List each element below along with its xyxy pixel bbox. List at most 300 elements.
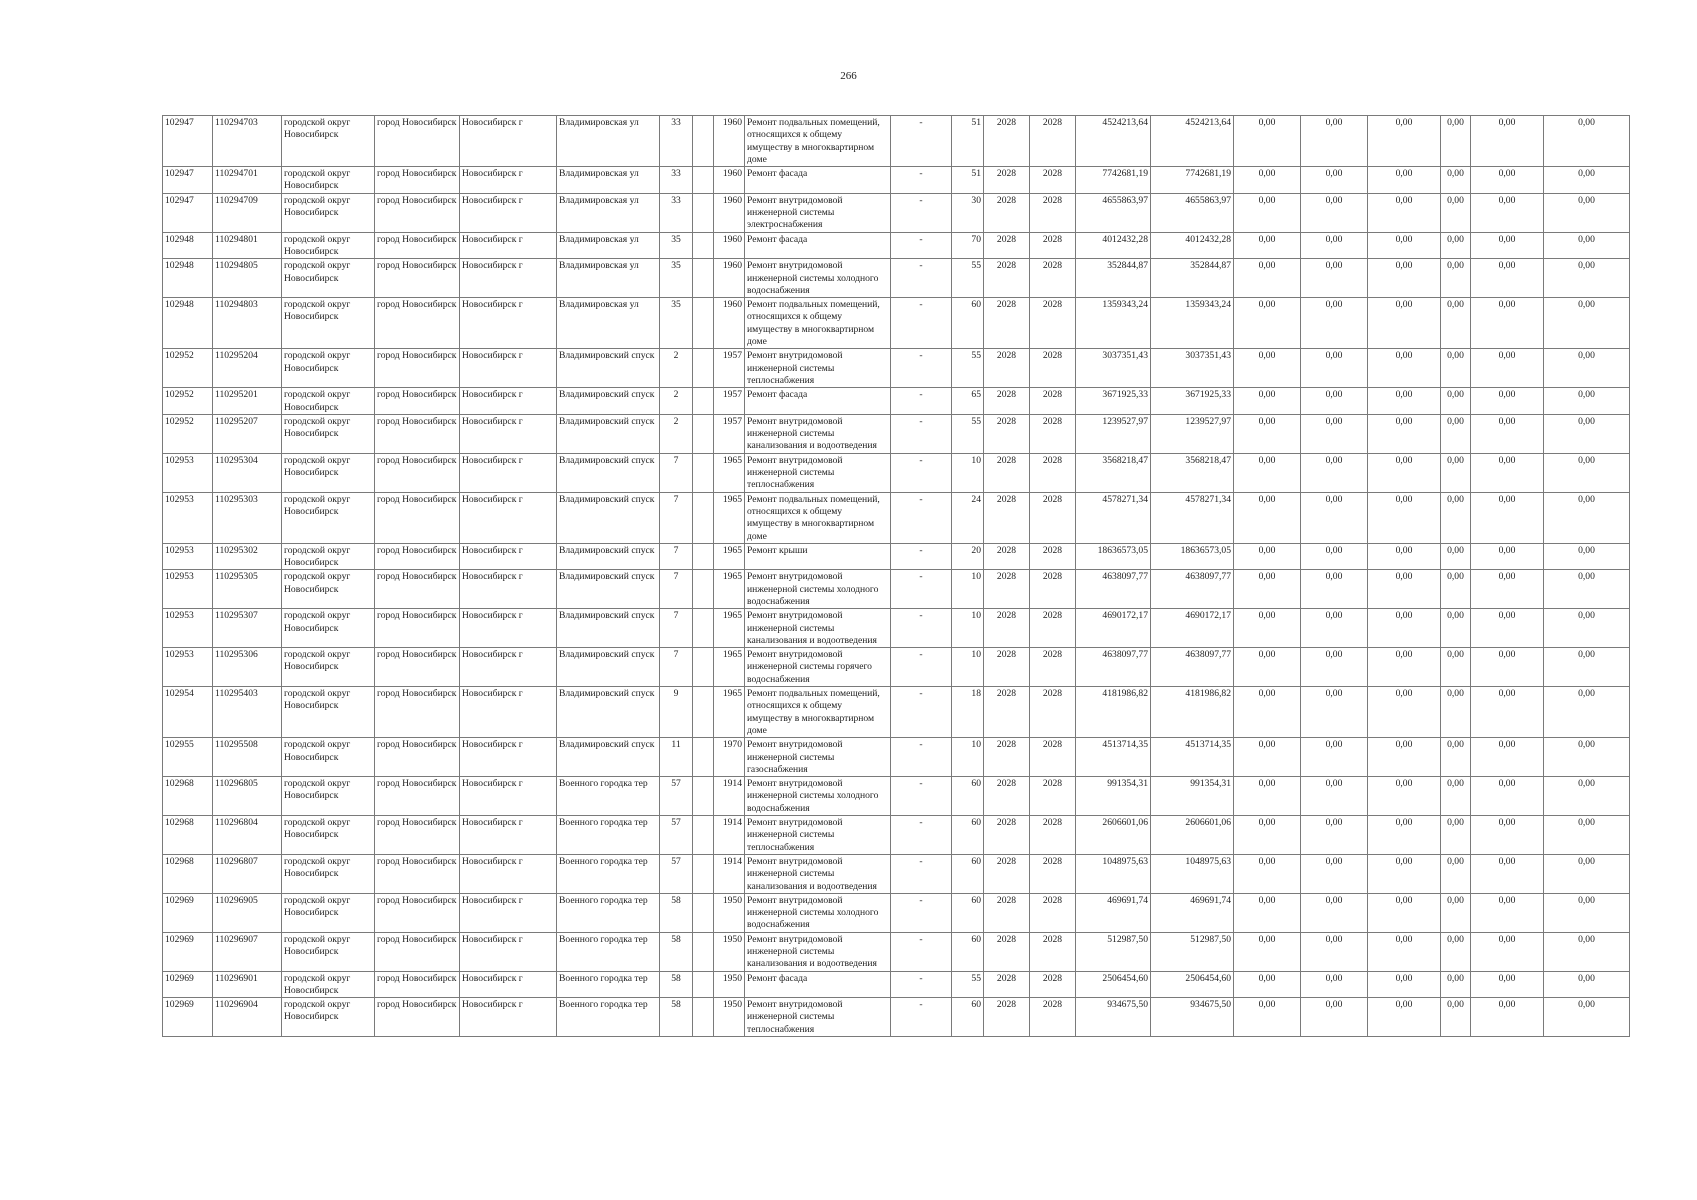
row-percent: 60 <box>952 998 984 1037</box>
row-work-type: Ремонт подвальных помещений, относящихся к общему имуществу в многоквартирном доме <box>745 298 891 349</box>
table-row <box>163 116 1630 167</box>
row-value-4: 0,00 <box>1441 388 1471 415</box>
table-row <box>163 932 1630 971</box>
row-value-5: 0,00 <box>1471 932 1544 971</box>
row-value-3: 0,00 <box>1368 687 1441 738</box>
row-value-3: 0,00 <box>1368 193 1441 232</box>
row-house: 35 <box>660 298 693 349</box>
row-percent: 60 <box>952 777 984 816</box>
row-work-type: Ремонт подвальных помещений, относящихся к общему имуществу в многоквартирном доме <box>745 116 891 167</box>
row-cost: 3568218,47 <box>1076 453 1151 492</box>
row-id: 102947 <box>163 167 213 194</box>
row-year: 1960 <box>714 193 745 232</box>
row-year: 1965 <box>714 570 745 609</box>
row-value-1: 0,00 <box>1234 492 1301 543</box>
table-row <box>163 687 1630 738</box>
row-settlement: город Новосибирск <box>375 167 460 194</box>
row-city: Новосибирск г <box>460 738 557 777</box>
row-house: 58 <box>660 893 693 932</box>
row-value-5: 0,00 <box>1471 777 1544 816</box>
row-percent: 60 <box>952 816 984 855</box>
row-year: 1950 <box>714 893 745 932</box>
row-city: Новосибирск г <box>460 116 557 167</box>
row-value-2: 0,00 <box>1301 971 1368 998</box>
row-value-5: 0,00 <box>1471 167 1544 194</box>
row-value-2: 0,00 <box>1301 259 1368 298</box>
row-value-3: 0,00 <box>1368 854 1441 893</box>
row-id: 102953 <box>163 648 213 687</box>
row-total: 4578271,34 <box>1151 492 1234 543</box>
row-value-5: 0,00 <box>1471 738 1544 777</box>
row-total: 4513714,35 <box>1151 738 1234 777</box>
row-year-to: 2028 <box>1030 116 1076 167</box>
row-value-4: 0,00 <box>1441 854 1471 893</box>
row-city: Новосибирск г <box>460 609 557 648</box>
row-flag: - <box>891 998 952 1037</box>
row-value-4: 0,00 <box>1441 349 1471 388</box>
row-percent: 10 <box>952 648 984 687</box>
row-value-3: 0,00 <box>1368 777 1441 816</box>
row-house: 58 <box>660 998 693 1037</box>
row-house: 58 <box>660 932 693 971</box>
table-row <box>163 414 1630 453</box>
row-cost: 4655863,97 <box>1076 193 1151 232</box>
row-building <box>693 388 714 415</box>
row-house: 35 <box>660 259 693 298</box>
row-city: Новосибирск г <box>460 648 557 687</box>
table-row <box>163 971 1630 998</box>
row-year-to: 2028 <box>1030 414 1076 453</box>
table-row <box>163 609 1630 648</box>
row-total: 4638097,77 <box>1151 570 1234 609</box>
row-district: городской округ Новосибирск <box>282 116 375 167</box>
row-value-5: 0,00 <box>1471 298 1544 349</box>
row-year-from: 2028 <box>984 893 1030 932</box>
row-value-1: 0,00 <box>1234 259 1301 298</box>
row-settlement: город Новосибирск <box>375 193 460 232</box>
row-value-5: 0,00 <box>1471 349 1544 388</box>
row-code: 110296907 <box>213 932 282 971</box>
table-row <box>163 298 1630 349</box>
row-year-from: 2028 <box>984 492 1030 543</box>
row-year: 1957 <box>714 349 745 388</box>
row-value-6: 0,00 <box>1544 116 1630 167</box>
row-value-5: 0,00 <box>1471 998 1544 1037</box>
row-year-to: 2028 <box>1030 298 1076 349</box>
row-value-6: 0,00 <box>1544 648 1630 687</box>
row-year-to: 2028 <box>1030 854 1076 893</box>
row-cost: 4638097,77 <box>1076 648 1151 687</box>
row-value-5: 0,00 <box>1471 648 1544 687</box>
row-flag: - <box>891 738 952 777</box>
row-district: городской округ Новосибирск <box>282 543 375 570</box>
table-row <box>163 777 1630 816</box>
row-flag: - <box>891 854 952 893</box>
row-value-1: 0,00 <box>1234 349 1301 388</box>
row-total: 18636573,05 <box>1151 543 1234 570</box>
row-settlement: город Новосибирск <box>375 893 460 932</box>
row-building <box>693 777 714 816</box>
row-district: городской округ Новосибирск <box>282 492 375 543</box>
row-year-from: 2028 <box>984 570 1030 609</box>
row-value-3: 0,00 <box>1368 259 1441 298</box>
row-year: 1957 <box>714 388 745 415</box>
row-value-3: 0,00 <box>1368 971 1441 998</box>
row-value-6: 0,00 <box>1544 777 1630 816</box>
row-settlement: город Новосибирск <box>375 116 460 167</box>
row-district: городской округ Новосибирск <box>282 414 375 453</box>
row-value-4: 0,00 <box>1441 492 1471 543</box>
row-house: 2 <box>660 414 693 453</box>
row-year: 1965 <box>714 687 745 738</box>
row-street: Владимировский спуск <box>557 687 660 738</box>
row-year: 1960 <box>714 167 745 194</box>
row-value-5: 0,00 <box>1471 609 1544 648</box>
row-flag: - <box>891 971 952 998</box>
row-value-4: 0,00 <box>1441 167 1471 194</box>
row-value-5: 0,00 <box>1471 543 1544 570</box>
row-flag: - <box>891 116 952 167</box>
row-value-4: 0,00 <box>1441 648 1471 687</box>
row-year: 1960 <box>714 232 745 259</box>
row-value-1: 0,00 <box>1234 116 1301 167</box>
row-value-3: 0,00 <box>1368 609 1441 648</box>
row-code: 110295307 <box>213 609 282 648</box>
row-work-type: Ремонт внутридомовой инженерной системы теплоснабжения <box>745 349 891 388</box>
row-percent: 60 <box>952 932 984 971</box>
row-value-4: 0,00 <box>1441 193 1471 232</box>
row-district: городской округ Новосибирск <box>282 893 375 932</box>
row-value-4: 0,00 <box>1441 453 1471 492</box>
row-total: 1239527,97 <box>1151 414 1234 453</box>
row-building <box>693 932 714 971</box>
row-value-4: 0,00 <box>1441 971 1471 998</box>
row-district: городской округ Новосибирск <box>282 167 375 194</box>
row-percent: 24 <box>952 492 984 543</box>
row-year-to: 2028 <box>1030 259 1076 298</box>
row-year-from: 2028 <box>984 232 1030 259</box>
row-street: Владимировский спуск <box>557 609 660 648</box>
row-value-1: 0,00 <box>1234 414 1301 453</box>
table-row <box>163 492 1630 543</box>
row-year-from: 2028 <box>984 932 1030 971</box>
row-building <box>693 453 714 492</box>
row-id: 102952 <box>163 349 213 388</box>
row-house: 57 <box>660 816 693 855</box>
row-year-from: 2028 <box>984 609 1030 648</box>
row-value-1: 0,00 <box>1234 167 1301 194</box>
row-percent: 60 <box>952 298 984 349</box>
row-house: 7 <box>660 648 693 687</box>
row-value-1: 0,00 <box>1234 648 1301 687</box>
row-total: 2606601,06 <box>1151 816 1234 855</box>
row-value-1: 0,00 <box>1234 893 1301 932</box>
row-city: Новосибирск г <box>460 570 557 609</box>
row-code: 110295306 <box>213 648 282 687</box>
row-cost: 469691,74 <box>1076 893 1151 932</box>
row-total: 2506454,60 <box>1151 971 1234 998</box>
row-code: 110296901 <box>213 971 282 998</box>
row-year-to: 2028 <box>1030 609 1076 648</box>
row-value-3: 0,00 <box>1368 570 1441 609</box>
row-flag: - <box>891 298 952 349</box>
row-year-to: 2028 <box>1030 193 1076 232</box>
row-id: 102953 <box>163 453 213 492</box>
row-value-2: 0,00 <box>1301 543 1368 570</box>
table-row <box>163 232 1630 259</box>
row-value-3: 0,00 <box>1368 232 1441 259</box>
row-value-3: 0,00 <box>1368 998 1441 1037</box>
row-street: Владимировский спуск <box>557 414 660 453</box>
row-year: 1914 <box>714 854 745 893</box>
row-year-from: 2028 <box>984 971 1030 998</box>
row-cost: 7742681,19 <box>1076 167 1151 194</box>
row-value-4: 0,00 <box>1441 116 1471 167</box>
row-house: 7 <box>660 492 693 543</box>
row-city: Новосибирск г <box>460 388 557 415</box>
row-id: 102947 <box>163 116 213 167</box>
row-district: городской округ Новосибирск <box>282 298 375 349</box>
row-cost: 4638097,77 <box>1076 570 1151 609</box>
row-building <box>693 648 714 687</box>
row-year-to: 2028 <box>1030 816 1076 855</box>
row-district: городской округ Новосибирск <box>282 854 375 893</box>
row-year-to: 2028 <box>1030 453 1076 492</box>
row-house: 33 <box>660 116 693 167</box>
row-value-3: 0,00 <box>1368 453 1441 492</box>
row-value-2: 0,00 <box>1301 492 1368 543</box>
row-value-3: 0,00 <box>1368 298 1441 349</box>
row-year: 1965 <box>714 648 745 687</box>
row-street: Военного городка тер <box>557 893 660 932</box>
row-street: Владимировский спуск <box>557 648 660 687</box>
row-street: Владимировская ул <box>557 193 660 232</box>
row-value-4: 0,00 <box>1441 232 1471 259</box>
row-value-2: 0,00 <box>1301 414 1368 453</box>
row-flag: - <box>891 232 952 259</box>
row-street: Военного городка тер <box>557 998 660 1037</box>
row-value-2: 0,00 <box>1301 687 1368 738</box>
row-value-2: 0,00 <box>1301 349 1368 388</box>
row-house: 33 <box>660 167 693 194</box>
table-row <box>163 167 1630 194</box>
row-settlement: город Новосибирск <box>375 609 460 648</box>
row-flag: - <box>891 816 952 855</box>
row-work-type: Ремонт фасада <box>745 388 891 415</box>
row-flag: - <box>891 893 952 932</box>
row-code: 110294709 <box>213 193 282 232</box>
row-street: Владимировская ул <box>557 116 660 167</box>
row-cost: 1239527,97 <box>1076 414 1151 453</box>
row-total: 1048975,63 <box>1151 854 1234 893</box>
row-city: Новосибирск г <box>460 414 557 453</box>
row-year-to: 2028 <box>1030 932 1076 971</box>
table-row <box>163 998 1630 1037</box>
row-district: городской округ Новосибирск <box>282 971 375 998</box>
table-row <box>163 738 1630 777</box>
row-settlement: город Новосибирск <box>375 492 460 543</box>
row-value-1: 0,00 <box>1234 388 1301 415</box>
row-street: Военного городка тер <box>557 816 660 855</box>
row-street: Владимировская ул <box>557 167 660 194</box>
row-settlement: город Новосибирск <box>375 298 460 349</box>
row-value-5: 0,00 <box>1471 453 1544 492</box>
row-flag: - <box>891 777 952 816</box>
row-value-1: 0,00 <box>1234 854 1301 893</box>
row-year: 1950 <box>714 998 745 1037</box>
row-percent: 55 <box>952 414 984 453</box>
row-code: 110294801 <box>213 232 282 259</box>
row-total: 934675,50 <box>1151 998 1234 1037</box>
row-value-2: 0,00 <box>1301 854 1368 893</box>
row-percent: 18 <box>952 687 984 738</box>
row-value-3: 0,00 <box>1368 738 1441 777</box>
row-value-2: 0,00 <box>1301 648 1368 687</box>
row-year-from: 2028 <box>984 816 1030 855</box>
row-year-from: 2028 <box>984 259 1030 298</box>
row-value-3: 0,00 <box>1368 414 1441 453</box>
row-code: 110295303 <box>213 492 282 543</box>
row-building <box>693 414 714 453</box>
row-value-2: 0,00 <box>1301 816 1368 855</box>
row-code: 110294703 <box>213 116 282 167</box>
row-value-4: 0,00 <box>1441 609 1471 648</box>
row-street: Владимировский спуск <box>557 543 660 570</box>
row-district: городской округ Новосибирск <box>282 349 375 388</box>
row-year-from: 2028 <box>984 349 1030 388</box>
row-work-type: Ремонт крыши <box>745 543 891 570</box>
row-value-2: 0,00 <box>1301 570 1368 609</box>
row-id: 102969 <box>163 932 213 971</box>
row-year-to: 2028 <box>1030 349 1076 388</box>
row-id: 102948 <box>163 259 213 298</box>
row-percent: 10 <box>952 738 984 777</box>
row-building <box>693 349 714 388</box>
row-work-type: Ремонт внутридомовой инженерной системы канализования и водоотведения <box>745 609 891 648</box>
row-id: 102969 <box>163 893 213 932</box>
row-street: Владимировский спуск <box>557 738 660 777</box>
row-cost: 4513714,35 <box>1076 738 1151 777</box>
row-work-type: Ремонт фасада <box>745 232 891 259</box>
row-year-from: 2028 <box>984 998 1030 1037</box>
row-value-5: 0,00 <box>1471 854 1544 893</box>
row-percent: 10 <box>952 453 984 492</box>
table-row <box>163 388 1630 415</box>
row-year-from: 2028 <box>984 298 1030 349</box>
row-id: 102969 <box>163 998 213 1037</box>
row-district: городской округ Новосибирск <box>282 453 375 492</box>
row-work-type: Ремонт подвальных помещений, относящихся к общему имуществу в многоквартирном доме <box>745 687 891 738</box>
row-code: 110295305 <box>213 570 282 609</box>
row-value-2: 0,00 <box>1301 998 1368 1037</box>
row-building <box>693 570 714 609</box>
row-district: городской округ Новосибирск <box>282 570 375 609</box>
row-value-1: 0,00 <box>1234 777 1301 816</box>
row-work-type: Ремонт подвальных помещений, относящихся к общему имуществу в многоквартирном доме <box>745 492 891 543</box>
row-city: Новосибирск г <box>460 998 557 1037</box>
row-total: 4181986,82 <box>1151 687 1234 738</box>
row-value-3: 0,00 <box>1368 388 1441 415</box>
row-year-from: 2028 <box>984 388 1030 415</box>
row-settlement: город Новосибирск <box>375 232 460 259</box>
row-house: 35 <box>660 232 693 259</box>
table-row <box>163 453 1630 492</box>
row-cost: 3671925,33 <box>1076 388 1151 415</box>
row-value-3: 0,00 <box>1368 492 1441 543</box>
row-settlement: город Новосибирск <box>375 414 460 453</box>
row-value-6: 0,00 <box>1544 971 1630 998</box>
table-row <box>163 543 1630 570</box>
row-value-1: 0,00 <box>1234 998 1301 1037</box>
row-percent: 55 <box>952 259 984 298</box>
row-value-6: 0,00 <box>1544 570 1630 609</box>
row-year-from: 2028 <box>984 116 1030 167</box>
row-settlement: город Новосибирск <box>375 971 460 998</box>
table-row <box>163 570 1630 609</box>
row-year: 1965 <box>714 543 745 570</box>
row-code: 110295207 <box>213 414 282 453</box>
row-percent: 55 <box>952 971 984 998</box>
row-street: Военного городка тер <box>557 932 660 971</box>
row-value-2: 0,00 <box>1301 388 1368 415</box>
row-year-from: 2028 <box>984 648 1030 687</box>
row-city: Новосибирск г <box>460 259 557 298</box>
row-id: 102952 <box>163 414 213 453</box>
row-year: 1950 <box>714 932 745 971</box>
row-percent: 55 <box>952 349 984 388</box>
row-year: 1957 <box>714 414 745 453</box>
row-year-to: 2028 <box>1030 492 1076 543</box>
row-code: 110295508 <box>213 738 282 777</box>
row-code: 110296905 <box>213 893 282 932</box>
row-total: 4690172,17 <box>1151 609 1234 648</box>
row-building <box>693 998 714 1037</box>
row-value-1: 0,00 <box>1234 687 1301 738</box>
row-year: 1970 <box>714 738 745 777</box>
row-year-from: 2028 <box>984 777 1030 816</box>
row-settlement: город Новосибирск <box>375 816 460 855</box>
row-flag: - <box>891 349 952 388</box>
row-flag: - <box>891 932 952 971</box>
row-id: 102953 <box>163 543 213 570</box>
row-percent: 51 <box>952 167 984 194</box>
row-city: Новосибирск г <box>460 932 557 971</box>
row-flag: - <box>891 570 952 609</box>
row-value-4: 0,00 <box>1441 543 1471 570</box>
row-year-from: 2028 <box>984 193 1030 232</box>
row-work-type: Ремонт внутридомовой инженерной системы холодного водоснабжения <box>745 570 891 609</box>
row-value-6: 0,00 <box>1544 259 1630 298</box>
row-house: 7 <box>660 543 693 570</box>
row-cost: 934675,50 <box>1076 998 1151 1037</box>
row-cost: 4578271,34 <box>1076 492 1151 543</box>
row-percent: 10 <box>952 609 984 648</box>
row-year: 1914 <box>714 816 745 855</box>
row-percent: 30 <box>952 193 984 232</box>
row-city: Новосибирск г <box>460 232 557 259</box>
row-value-4: 0,00 <box>1441 259 1471 298</box>
row-value-5: 0,00 <box>1471 259 1544 298</box>
row-total: 4524213,64 <box>1151 116 1234 167</box>
row-value-4: 0,00 <box>1441 932 1471 971</box>
row-street: Владимировская ул <box>557 259 660 298</box>
row-code: 110295302 <box>213 543 282 570</box>
row-house: 58 <box>660 971 693 998</box>
row-value-3: 0,00 <box>1368 543 1441 570</box>
row-year: 1965 <box>714 492 745 543</box>
row-total: 3037351,43 <box>1151 349 1234 388</box>
row-cost: 4181986,82 <box>1076 687 1151 738</box>
